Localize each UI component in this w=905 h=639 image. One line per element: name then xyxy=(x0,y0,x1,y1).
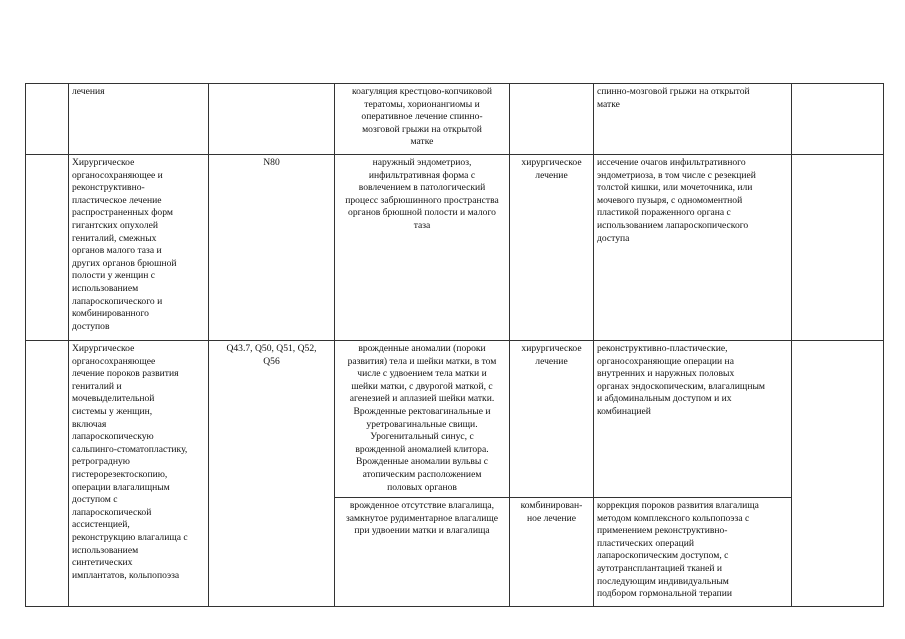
cost-cell xyxy=(792,341,884,607)
patient-model-cell: врожденные аномалии (пороки развития) тела и шейки матки, в том числе с удвоением тела матки и шейки матки, с двурогой маткой, с агенезией и аплазией шейки матки. Врожденные ректовагинальные и уретровагинальные свищи. Урогенитальный синус, с врожденной аномалией клитора. Врожденные аномалии вульвы с атопическим расположением половых органов xyxy=(335,341,510,498)
treatment-type-cell xyxy=(510,84,594,155)
icd-code-cell: Q43.7, Q50, Q51, Q52, Q56 xyxy=(209,341,335,607)
icd-code-cell: N80 xyxy=(209,155,335,341)
treatment-method-cell: иссечение очагов инфильтративного эндометриоза, в том числе с резекцией толстой кишки, или мочеточника, или мочевого пузыря, с одномоментной пластикой пораженного органа с использованием лапароскопического доступа xyxy=(594,155,792,341)
treatment-method-cell: спинно-мозговой грыжи на открытой матке xyxy=(594,84,792,155)
treatment-type-cell: хирургическое лечение xyxy=(510,341,594,498)
procedure-name-cell: лечения xyxy=(69,84,209,155)
treatment-method-cell: реконструктивно-пластические, органосохраняющие операции на внутренних и наружных половых органах эндоскопическим, влагалищным и абдоминальным доступом и их комбинацией xyxy=(594,341,792,498)
table-row xyxy=(26,155,884,341)
patient-model-cell: врожденное отсутствие влагалища, замкнутое рудиментарное влагалище при удвоении матки и влагалища xyxy=(335,498,510,607)
row-number-cell xyxy=(26,341,69,607)
table-row xyxy=(26,341,884,498)
cost-cell xyxy=(792,84,884,155)
patient-model-cell: коагуляция крестцово-копчиковой тератомы, хорионангиомы и оперативное лечение спинно- мозговой грыжи на открытой матке xyxy=(335,84,510,155)
table-row xyxy=(26,84,884,155)
icd-code-cell xyxy=(209,84,335,155)
row-number-cell xyxy=(26,84,69,155)
treatment-method-cell: коррекция пороков развития влагалища методом комплексного кольпопоэза с применением реконструктивно- пластических операций лапароскопическим доступом, с аутотрансплантацией тканей и последующим индивидуальным подбором гормональной терапии xyxy=(594,498,792,607)
row-number-cell xyxy=(26,155,69,341)
patient-model-cell: наружный эндометриоз, инфильтративная форма с вовлечением в патологический процесс забрюшинного пространства органов брюшной полости и малого таза xyxy=(335,155,510,341)
treatment-type-cell: хирургическое лечение xyxy=(510,155,594,341)
treatment-type-cell: комбинирован- ное лечение xyxy=(510,498,594,607)
treatment-table xyxy=(25,83,884,607)
cost-cell xyxy=(792,155,884,341)
procedure-name-cell: Хирургическое органосохраняющее лечение пороков развития гениталий и мочевыделительной системы у женщин, включая лапароскопическую сальпинго-стоматопластику, ретроградную гистерорезектоскопию, операции влагалищным доступом с лапароскопической ассистенцией, реконструкцию влагалища с использованием синтетических имплантатов, кольпопоэза xyxy=(69,341,209,607)
procedure-name-cell: Хирургическое органосохраняющее и реконструктивно- пластическое лечение распространенных форм гигантских опухолей гениталий, смежных органов малого таза и других органов брюшной полости у женщин с использованием лапароскопического и комбинированного доступов xyxy=(69,155,209,341)
